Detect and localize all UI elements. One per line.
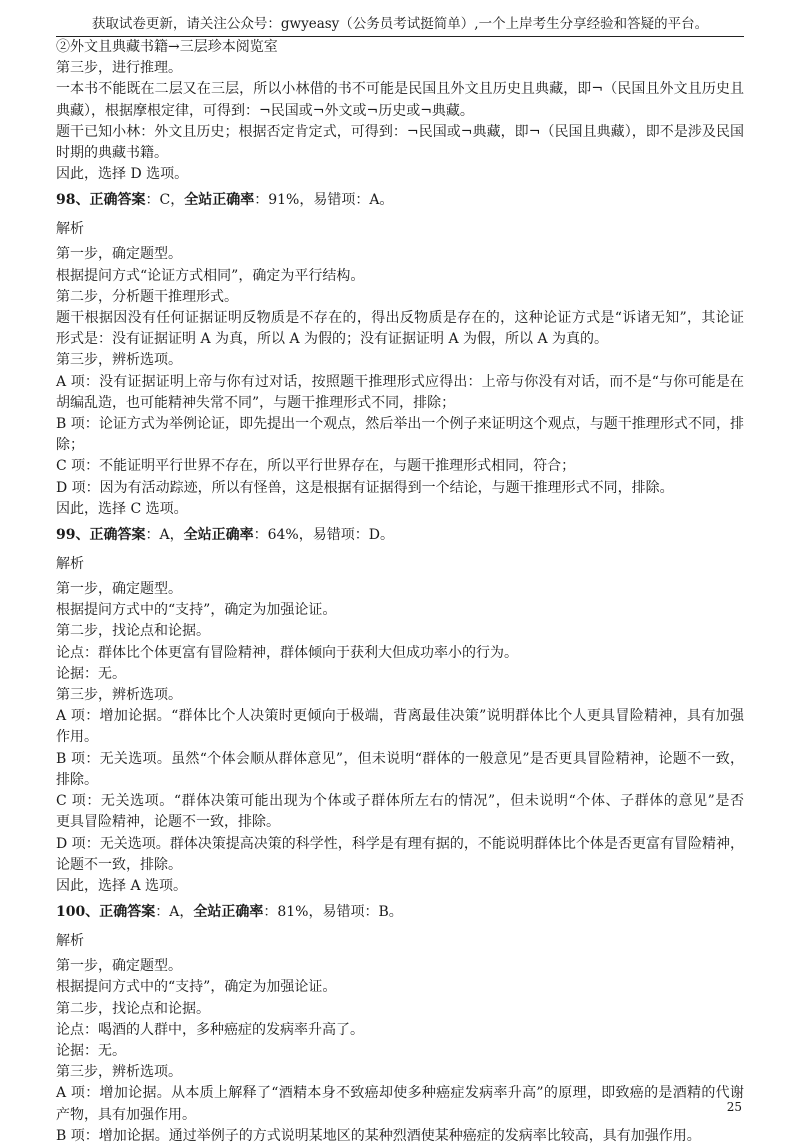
document-body	[56, 37, 744, 1147]
text-line: 典藏），根据摩根定律，可得到：¬民国或¬外文或¬历史或¬典藏。	[56, 102, 474, 119]
question-100	[56, 900, 744, 1147]
text-line: 一本书不能既在二层又在三层，所以小林借的书不可能是民国且外文且历史且典藏，即¬（民国且外文且历史且	[56, 81, 744, 98]
text-line: 更具冒险精神，论题不一致，排除。	[56, 814, 280, 831]
rate-label: 全站正确率	[183, 527, 254, 544]
text-line: 形式是：没有证据证明 A 为真，所以 A 为假的；没有证据证明 A 为假，所以 A 为真的。	[56, 331, 609, 348]
question-heading	[56, 523, 744, 548]
text-line: 时期的典藏书籍。	[56, 145, 168, 162]
rate-label: 全站正确率	[193, 904, 264, 921]
text-line: 第三步，辨析选项。	[56, 1064, 182, 1081]
analysis-label: 解析	[56, 221, 84, 238]
text-line: B 项：增加论据。通过举例子的方式说明某地区的某种烈酒使某种癌症的发病率比较高，具有加强作用。	[56, 1127, 701, 1144]
text-line: 论据：无。	[56, 665, 126, 682]
text-line: 论据：无。	[56, 1042, 126, 1059]
question-heading	[56, 188, 744, 213]
text-line: 因此，选择 A 选项。	[56, 877, 188, 894]
text-line: 第一步，确定题型。	[56, 246, 182, 263]
text-line: 论题不一致，排除。	[56, 856, 182, 873]
text-line: B 项：论证方式为举例论证，即先提出一个观点，然后举出一个例子来证明这个观点，与题干推理形式不同，排	[56, 416, 744, 433]
rate-value: ：81%，易错项：B。	[263, 904, 403, 921]
text-line: 排除。	[56, 771, 98, 788]
page-header: 获取试卷更新，请关注公众号：gwyeasy（公务员考试挺简单）,一个上岸考生分享经验和答疑的平台。	[91, 16, 709, 32]
question-number: 99、	[56, 527, 90, 544]
text-line: D 项：无关选项。群体决策提高决策的科学性，科学是有理有据的，不能说明群体比个体是否更富有冒险精神，	[56, 835, 744, 852]
analysis-label: 解析	[56, 556, 84, 573]
page-number: 25	[726, 1100, 742, 1114]
text-line: 第二步，分析题干推理形式。	[56, 288, 238, 305]
question-98	[56, 188, 744, 520]
text-line: 第三步，辨析选项。	[56, 352, 182, 369]
text-line: 论点：喝酒的人群中，多种癌症的发病率升高了。	[56, 1021, 364, 1038]
analysis-label: 解析	[56, 933, 84, 950]
rate-label: 全站正确率	[184, 192, 255, 209]
text-line: 第二步，找论点和论据。	[56, 1000, 210, 1017]
text-line: A 项：增加论据。“群体比个人决策时更倾向于极端，背离最佳决策”说明群体比个人更具冒险精神，具有加强	[56, 708, 744, 725]
text-line: 根据提问方式中的“支持”，确定为加强论证。	[56, 602, 337, 619]
text-line: 第三步，辨析选项。	[56, 687, 182, 704]
rate-value: ：64%，易错项：D。	[253, 527, 394, 544]
text-line: 第一步，确定题型。	[56, 581, 182, 598]
text-line: 第三步，进行推理。	[56, 60, 182, 77]
answer-label: 正确答案	[99, 904, 156, 921]
question-heading	[56, 900, 744, 925]
text-line: B 项：无关选项。虽然“个体会顺从群体意见”，但未说明“群体的一般意见”是否更具冒险精神，论题不一致，	[56, 750, 744, 767]
text-line: ②外文且典藏书籍→三层珍本阅览室	[56, 39, 278, 55]
text-line: 因此，选择 C 选项。	[56, 500, 188, 517]
rate-value: ：91%，易错项：A。	[254, 192, 394, 209]
text-line: 因此，选择 D 选项。	[56, 166, 189, 183]
question-number: 98、	[56, 192, 90, 209]
text-line: 除；	[56, 437, 84, 454]
text-line: 第二步，找论点和论据。	[56, 623, 210, 640]
text-line: 根据提问方式“论证方式相同”，确定为平行结构。	[56, 267, 365, 284]
answer-value: ：A，	[145, 527, 184, 544]
text-line: C 项：无关选项。“群体决策可能出现为个体或子群体所左右的情况”，但未说明“个体、子群体的意见”是否	[56, 793, 744, 810]
text-line: C 项：不能证明平行世界不存在，所以平行世界存在，与题干推理形式相同，符合；	[56, 458, 576, 475]
answer-value: ：A，	[155, 904, 194, 921]
question-number: 100、	[56, 904, 100, 921]
question-99	[56, 523, 744, 897]
text-line: A 项：增加论据。从本质上解释了“酒精本身不致癌却使多种癌症发病率升高”的原理，即致癌的是酒精的代谢	[56, 1085, 744, 1102]
text-line: 第一步，确定题型。	[56, 958, 182, 975]
text-line: 胡编乱造，也可能精神失常不同”，与题干推理形式不同，排除；	[56, 394, 456, 411]
text-line: 根据提问方式中的“支持”，确定为加强论证。	[56, 979, 337, 996]
text-line: 题干根据因没有任何证据证明反物质是不存在的，得出反物质是存在的，这种论证方式是“诉诸无知”，其论证	[56, 310, 744, 327]
text-line: 题干已知小林：外文且历史；根据否定肯定式，可得到：¬民国或¬典藏，即¬（民国且典藏），即不是涉及民国	[56, 123, 744, 140]
answer-value: ：C，	[145, 192, 185, 209]
top-lines	[56, 37, 744, 185]
text-line: 产物，具有加强作用。	[56, 1106, 196, 1123]
answer-label: 正确答案	[89, 527, 146, 544]
text-line: 论点：群体比个体更富有冒险精神，群体倾向于获利大但成功率小的行为。	[56, 644, 518, 661]
text-line: D 项：因为有活动踪迹，所以有怪兽，这是根据有证据得到一个结论，与题干推理形式不同，排除。	[56, 479, 674, 496]
text-line: A 项：没有证据证明上帝与你有过对话，按照题干推理形式应得出：上帝与你没有对话，而不是“与你可能是在	[56, 373, 744, 390]
answer-label: 正确答案	[89, 192, 146, 209]
text-line: 作用。	[56, 729, 98, 746]
